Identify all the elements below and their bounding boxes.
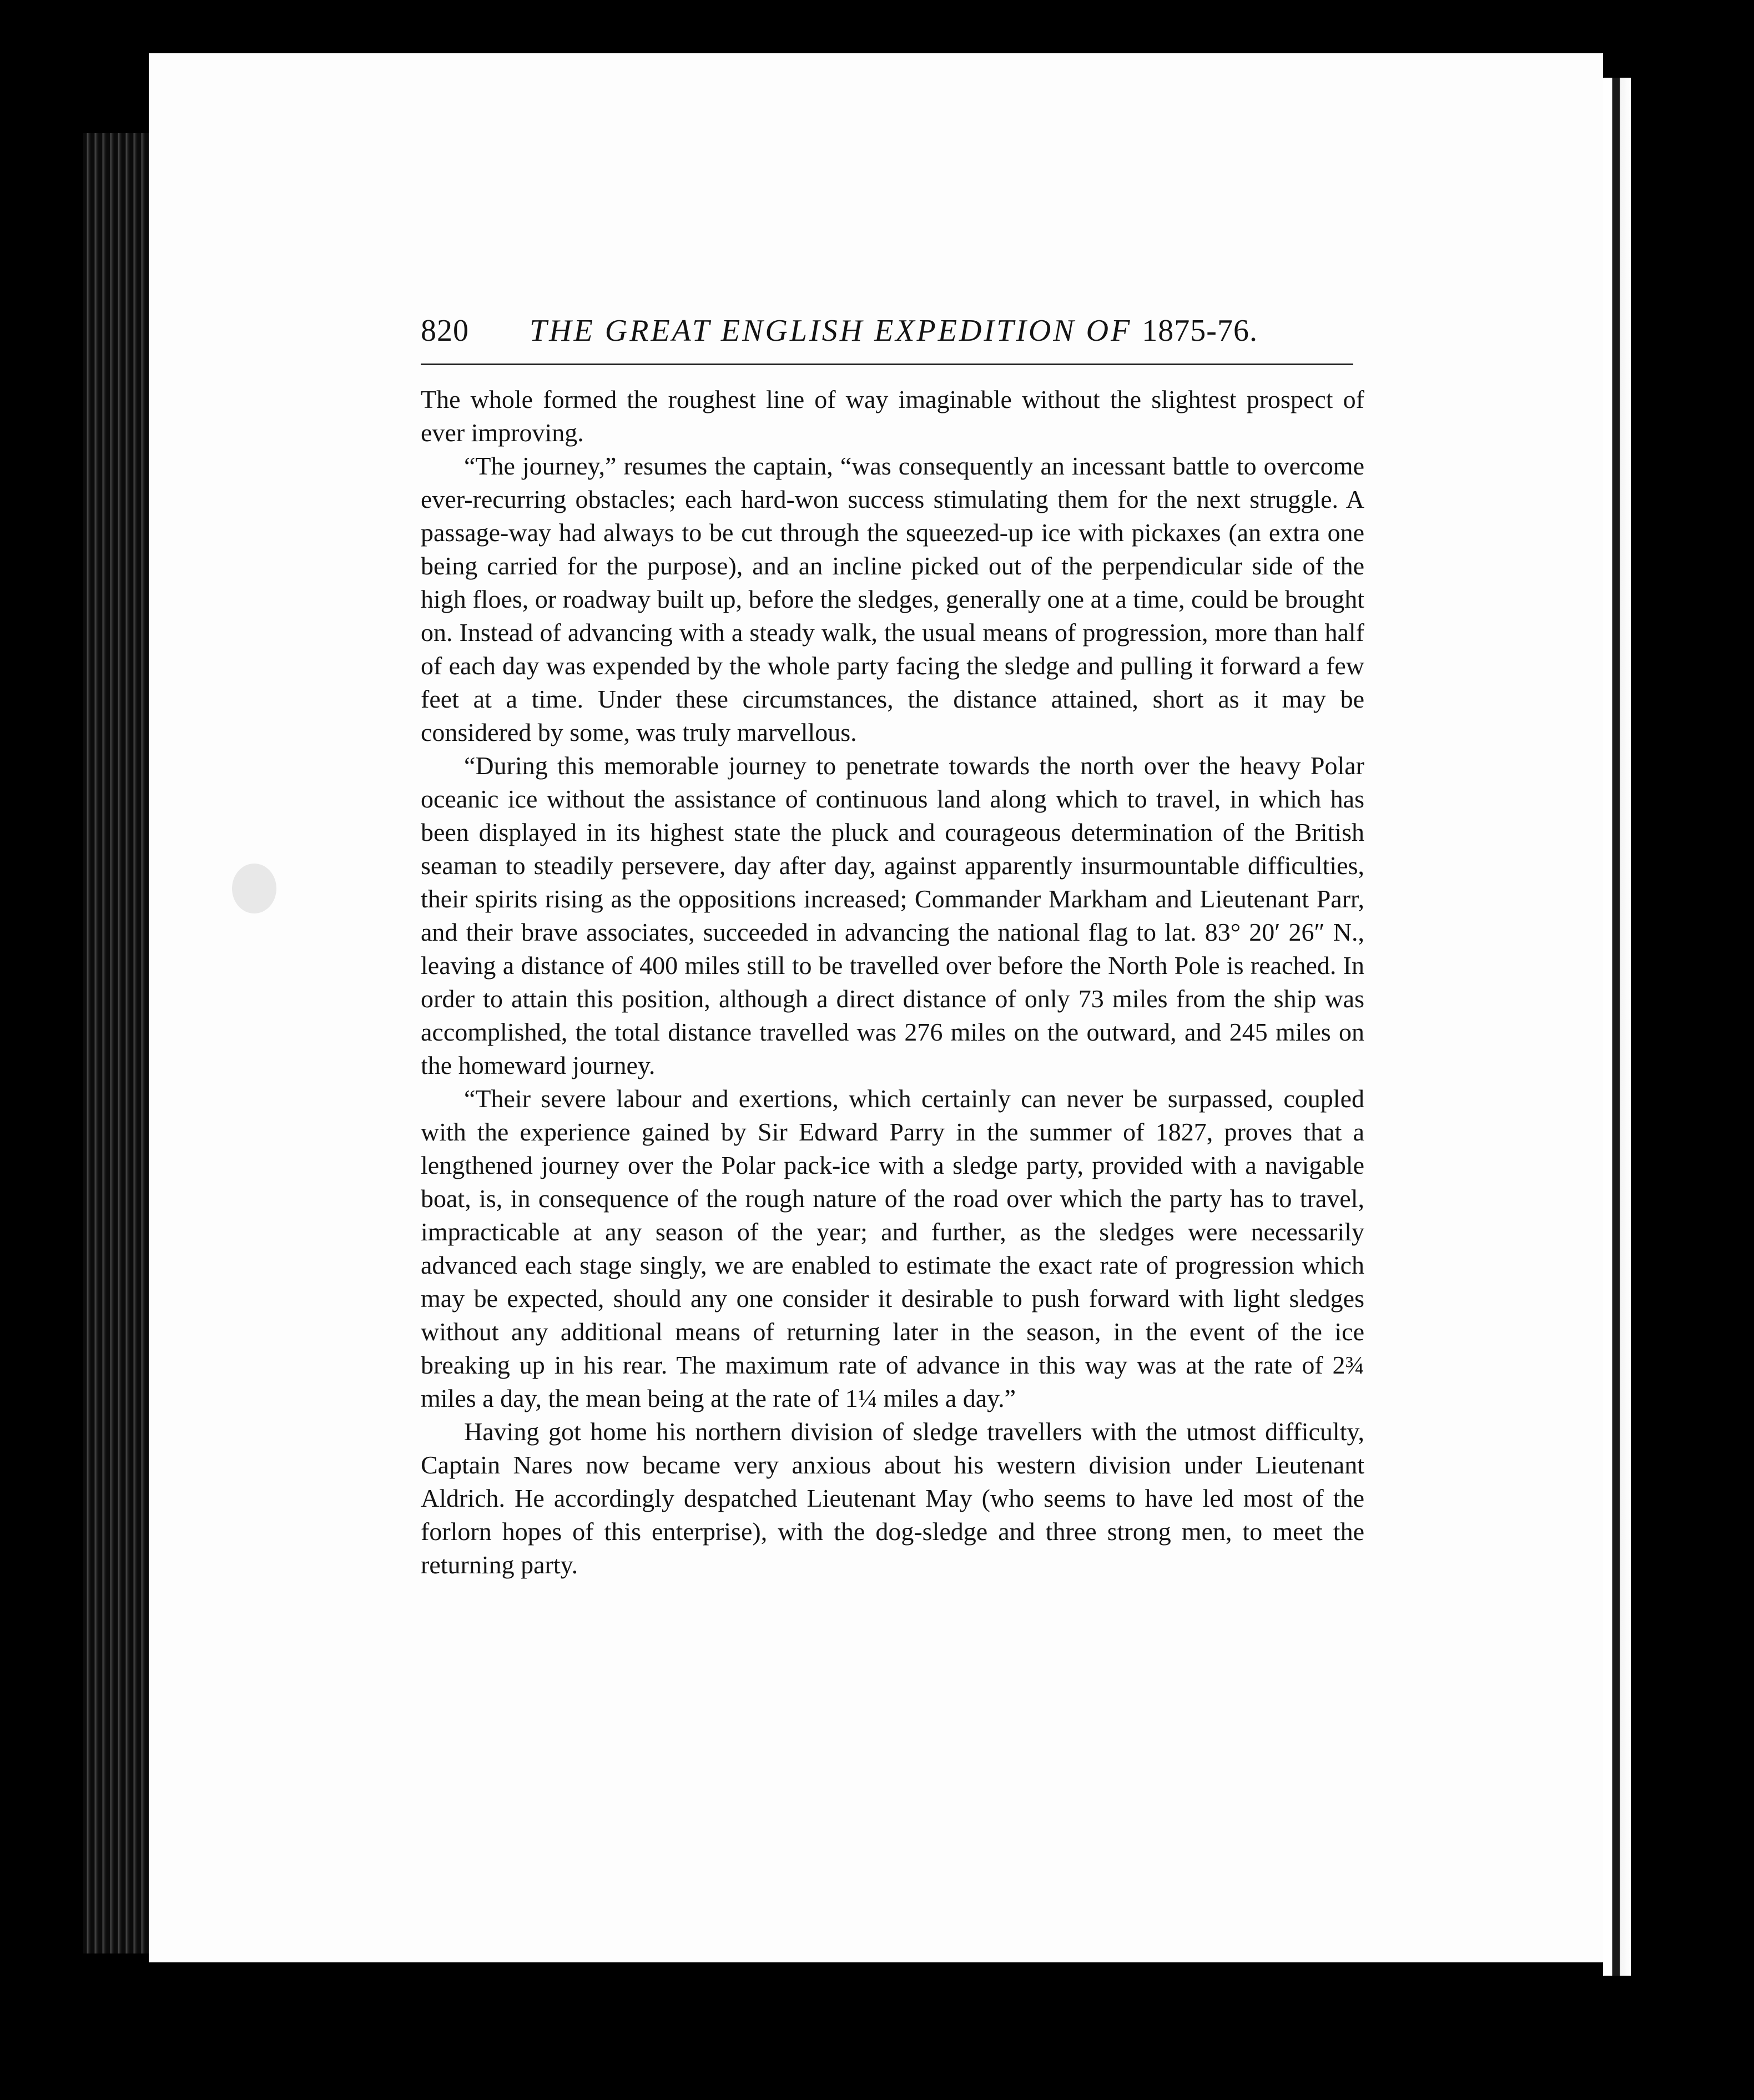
page-number: 820 <box>421 314 469 348</box>
body-text <box>421 383 1364 1582</box>
page-header <box>421 309 1276 353</box>
running-title-text: THE GREAT ENGLISH EXPEDITION OF <box>530 314 1132 348</box>
paragraph: “During this memorable journey to penetrate towards the north over the heavy Polar oceanic ice without the assistance of continuous land along which to travel, in which has been displayed in its highest state the pluck and courageous determination of the British seaman to steadily persevere, day after day, against apparently insurmountable difficulties, their spirits rising as the oppositions increased; Commander Markham and Lieutenant Parr, and their brave associates, succeeded in advancing the national flag to lat. 83° 20′ 26″ N., leaving a distance of 400 miles still to be travelled over before the North Pole is reached. In order to attain this position, although a direct distance of only 73 miles from the ship was accomplished, the total distance travelled was 276 miles on the outward, and 245 miles on the homeward journey. <box>421 751 1364 1079</box>
book-edge-left <box>83 133 150 1953</box>
paragraph: The whole formed the roughest line of way imaginable without the slightest prospect of ever improving. <box>421 385 1364 447</box>
next-page-edge <box>1603 78 1631 1976</box>
header-rule <box>421 364 1353 365</box>
paper-speck <box>232 864 276 913</box>
paragraph: “Their severe labour and exertions, which certainly can never be surpassed, coupled with the experience gained by Sir Edward Parry in the summer of 1827, proves that a lengthened journey over the Polar pack-ice with a sledge party, provided with a navigable boat, is, in consequence of the rough nature of the road over which the party has to travel, impracticable at any season of the year; and further, as the sledges were necessarily advanced each stage singly, we are enabled to estimate the exact rate of progression which may be expected, should any one consider it desirable to push forward with light sledges without any additional means of returning later in the season, in the event of the ice breaking up in his rear. The maximum rate of advance in this way was at the rate of 2¾ miles a day, the mean being at the rate of 1¼ miles a day.” <box>421 1084 1364 1412</box>
running-title <box>530 309 1258 353</box>
paragraph: “The journey,” resumes the captain, “was consequently an incessant battle to overcome ever-recurring obstacles; each hard-won success stimulating them for the next struggle. A passage-way had always to be cut through the squeezed-up ice with pickaxes (an extra one being carried for the purpose), and an incline picked out of the perpendicular side of the high floes, or roadway built up, before the sledges, generally one at a time, could be brought on. Instead of advancing with a steady walk, the usual means of progression, more than half of each day was expended by the whole party facing the sledge and pulling it forward a few feet at a time. Under these circumstances, the distance attained, short as it may be considered by some, was truly marvellous. <box>421 452 1364 746</box>
running-title-year: 1875-76. <box>1142 314 1258 348</box>
paragraph: Having got home his northern division of sledge travellers with the utmost difficulty, Captain Nares now became very anxious about his western division under Lieutenant Aldrich. He accordingly despatched Lieutenant May (who seems to have led most of the forlorn hopes of this enterprise), with the dog-sledge and three strong men, to meet the returning party. <box>421 1417 1364 1579</box>
